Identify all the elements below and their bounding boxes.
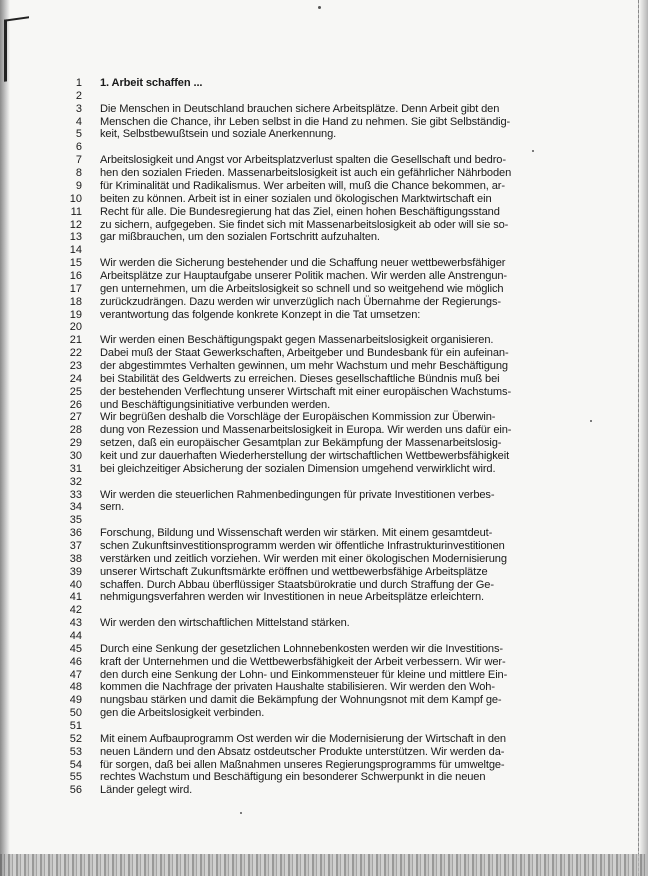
document-line xyxy=(0,386,648,399)
line-number: 34 xyxy=(69,501,82,514)
line-text: sern. xyxy=(100,501,125,514)
line-number: 26 xyxy=(69,398,82,411)
line-number: 56 xyxy=(69,784,82,797)
document-line xyxy=(0,553,648,566)
line-number: 8 xyxy=(75,167,82,179)
document-line xyxy=(0,746,648,759)
document-line xyxy=(0,296,648,309)
line-number: 1 xyxy=(75,77,82,89)
document-line xyxy=(0,309,648,322)
line-number: 7 xyxy=(75,154,82,167)
document-line xyxy=(0,360,648,373)
line-text: hen den sozialen Frieden. Massenarbeitslosigkeit ist auch ein gefährlicher Nährboden xyxy=(100,167,512,179)
line-number: 55 xyxy=(69,771,82,784)
line-text: gen die Arbeitslosigkeit verbinden. xyxy=(100,707,265,720)
line-number: 10 xyxy=(69,192,82,205)
line-number: 45 xyxy=(69,642,82,655)
line-text: setzen, daß ein europäischer Gesamtplan zur Bekämpfung der Massenarbeitslosig- xyxy=(100,437,502,450)
line-number: 32 xyxy=(69,475,82,488)
line-text: bei Stabilität des Geldwerts zu erreichen. Dieses gesellschaftliche Bündnis muß bei xyxy=(100,372,500,385)
line-text: und Beschäftigungsinitiative verbunden werden. xyxy=(100,398,331,411)
line-number: 27 xyxy=(69,411,82,424)
line-text: Menschen die Chance, ihr Leben selbst in die Hand zu nehmen. Sie gibt Selbständig- xyxy=(100,115,511,128)
document-line xyxy=(0,771,648,784)
line-number: 2 xyxy=(75,89,82,102)
line-text: dung von Rezession und Massenarbeitslosigkeit in Europa. Wir werden uns dafür ein- xyxy=(100,424,512,437)
line-text: Die Menschen in Deutschland brauchen sichere Arbeitsplätze. Denn Arbeit gibt den xyxy=(100,102,500,115)
line-text: zu sichern, aufgegeben. Sie findet sich mit Massenarbeitslosigkeit ab oder will sie so- xyxy=(100,218,509,231)
line-number: 25 xyxy=(69,385,82,398)
document-line xyxy=(0,373,648,386)
document-line xyxy=(0,321,648,334)
document-line xyxy=(0,244,648,257)
line-text: neuen Ländern und den Absatz ostdeutscher Produkte unterstützen. Wir werden da- xyxy=(100,745,505,758)
line-number: 48 xyxy=(69,681,82,694)
document-line xyxy=(0,399,648,412)
line-number: 24 xyxy=(69,372,82,385)
document-line xyxy=(0,450,648,463)
line-number: 53 xyxy=(69,745,82,758)
scan-bottom-band xyxy=(0,854,648,876)
line-text: der abgestimmtes Verhalten gewinnen, um mehr Wachstum und mehr Beschäftigung xyxy=(100,359,508,372)
line-text: Wir begrüßen deshalb die Vorschläge der Europäischen Kommission zur Überwin- xyxy=(100,411,496,424)
line-number: 46 xyxy=(69,655,82,668)
document-line xyxy=(0,424,648,437)
line-text: schen Zukunftsinvestitionsprogramm werden wir öffentliche Infrastrukturinvestitionen xyxy=(100,540,505,552)
document-line xyxy=(0,347,648,360)
document-line xyxy=(0,501,648,514)
line-number: 4 xyxy=(75,115,82,128)
line-number: 6 xyxy=(75,141,82,154)
line-number: 23 xyxy=(69,359,82,372)
section-heading: 1. Arbeit schaffen ... xyxy=(100,77,203,89)
document-line xyxy=(0,411,648,424)
line-number: 9 xyxy=(75,179,82,192)
line-text: Arbeitsplätze zur Hauptaufgabe unserer Politik machen. Wir werden alle Anstrengun- xyxy=(100,269,508,282)
scan-speck xyxy=(240,812,242,814)
line-text: Länder gelegt wird. xyxy=(100,784,193,797)
line-number: 38 xyxy=(69,552,82,565)
line-number: 47 xyxy=(69,668,82,681)
line-text: keit und zur dauerhaften Wiederherstellung der wirtschaftlichen Wettbewerbsfähigkeit xyxy=(100,449,510,462)
document-line xyxy=(0,231,648,244)
line-number: 11 xyxy=(70,205,82,218)
line-text: Wir werden die steuerlichen Rahmenbedingungen für private Investitionen verbes- xyxy=(100,488,495,501)
line-number: 36 xyxy=(69,527,82,540)
line-number: 33 xyxy=(69,488,82,501)
document-line xyxy=(0,643,648,656)
line-number: 18 xyxy=(69,295,82,308)
document-line xyxy=(0,180,648,193)
line-number: 3 xyxy=(75,102,82,115)
line-number: 43 xyxy=(69,617,82,630)
document-line xyxy=(0,759,648,772)
line-number: 17 xyxy=(69,282,82,295)
document-line xyxy=(0,784,648,797)
line-number: 42 xyxy=(69,604,82,617)
line-text: Durch eine Senkung der gesetzlichen Lohnnebenkosten werden wir die Investitions- xyxy=(100,642,503,655)
line-number: 54 xyxy=(69,758,82,771)
document-line xyxy=(0,591,648,604)
line-text: rechtes Wachstum und Beschäftigung ein besonderer Schwerpunkt in die neuen xyxy=(100,771,486,784)
line-number: 16 xyxy=(69,269,82,282)
document-line xyxy=(0,270,648,283)
line-number: 28 xyxy=(69,424,82,437)
line-number: 14 xyxy=(69,244,82,257)
document-line xyxy=(0,437,648,450)
line-number: 12 xyxy=(69,218,82,231)
line-number: 40 xyxy=(69,578,82,591)
line-number: 30 xyxy=(69,449,82,462)
line-text: zurückzudrängen. Dazu werden wir unverzüglich nach Übernahme der Regierungs- xyxy=(100,295,501,308)
line-number: 44 xyxy=(69,630,82,642)
document-line xyxy=(0,77,648,90)
document-line xyxy=(0,527,648,540)
line-number: 51 xyxy=(69,720,82,732)
line-number: 39 xyxy=(69,565,82,578)
document-line xyxy=(0,720,648,733)
line-text: Arbeitslosigkeit und Angst vor Arbeitsplatzverlust spalten die Gesellschaft und bedro- xyxy=(100,154,506,167)
line-number: 31 xyxy=(69,462,82,475)
line-text: schaffen. Durch Abbau überflüssiger Staatsbürokratie und durch Straffung der Ge- xyxy=(100,578,494,591)
line-text: gar mißbrauchen, um den sozialen Fortschritt aufzuhalten. xyxy=(100,231,380,244)
document-line xyxy=(0,141,648,154)
document-line xyxy=(0,476,648,489)
document-line xyxy=(0,167,648,180)
line-number: 20 xyxy=(69,321,82,334)
document-line xyxy=(0,566,648,579)
document-line xyxy=(0,283,648,296)
scan-speck xyxy=(318,6,321,9)
line-text: Wir werden die Sicherung bestehender und die Schaffung neuer wettbewerbsfähiger xyxy=(100,257,506,269)
line-text: Recht für alle. Die Bundesregierung hat das Ziel, einen hohen Beschäftigungsstand xyxy=(100,205,500,218)
document-line xyxy=(0,681,648,694)
line-text: verstärken und zeitlich vorziehen. Wir werden mit einer ökologischen Modernisierung xyxy=(100,552,507,565)
line-text: gen unternehmen, um die Arbeitslosigkeit so schnell und so weitgehend wie möglich xyxy=(100,282,504,295)
document-line xyxy=(0,116,648,129)
line-text: für sorgen, daß bei allen Maßnahmen unseres Regierungsprogramms für umweltge- xyxy=(100,758,505,771)
document-line xyxy=(0,154,648,167)
line-text: Dabei muß der Staat Gewerkschaften, Arbeitgeber und Bundesbank für ein aufeinan- xyxy=(100,347,509,360)
line-text: der bestehenden Verflechtung unserer Wirtschaft mit einer europäischen Wachstums- xyxy=(100,385,512,398)
document-line xyxy=(0,128,648,141)
document-line xyxy=(0,604,648,617)
line-text: beiten zu können. Arbeit ist in einer sozialen und ökologischen Marktwirtschaft ein xyxy=(100,192,492,205)
document-line xyxy=(0,103,648,116)
line-text: keit, Selbstbewußtsein und soziale Anerkennung. xyxy=(100,128,337,141)
document-line xyxy=(0,514,648,527)
line-text: nungsbau stärken und damit die Bekämpfung der Wohnungsnot mit dem Kampf ge- xyxy=(100,694,502,707)
line-number: 37 xyxy=(69,540,82,552)
line-text: Wir werden einen Beschäftigungspakt gegen Massenarbeitslosigkeit organisieren. xyxy=(100,334,494,347)
line-text: verantwortung das folgende konkrete Konzept in die Tat umsetzen: xyxy=(100,308,421,321)
line-text: Forschung, Bildung und Wissenschaft werden wir stärken. Mit einem gesamtdeut- xyxy=(100,527,493,540)
document-line xyxy=(0,193,648,206)
document-line xyxy=(0,617,648,630)
line-number: 22 xyxy=(69,347,82,360)
document-line xyxy=(0,219,648,232)
document-line xyxy=(0,707,648,720)
document-line xyxy=(0,334,648,347)
scan-binding-mark xyxy=(4,16,29,82)
line-text: den durch eine Senkung der Lohn- und Einkommensteuer für kleine und mittlere Ein- xyxy=(100,668,508,681)
document-line xyxy=(0,489,648,502)
line-number: 21 xyxy=(69,334,82,347)
document-line xyxy=(0,463,648,476)
line-text: kraft der Unternehmen und die Wettbewerbsfähigkeit der Arbeit verbessern. Wir wer- xyxy=(100,655,506,668)
line-text: bei gleichzeitiger Absicherung der sozialen Dimension umgehend verwirklicht wird. xyxy=(100,462,496,475)
line-number: 41 xyxy=(69,591,82,604)
line-text: Mit einem Aufbauprogramm Ost werden wir die Modernisierung der Wirtschaft in den xyxy=(100,732,506,745)
line-number: 13 xyxy=(69,231,82,244)
line-text: nehmigungsverfahren werden wir Investitionen in neue Arbeitsplätze erleichtern. xyxy=(100,591,484,604)
line-text: Wir werden den wirtschaftlichen Mittelstand stärken. xyxy=(100,617,350,630)
line-number: 15 xyxy=(69,257,82,269)
line-text: unserer Wirtschaft Zukunftsmärkte eröffnen und wettbewerbsfähige Arbeitsplätze xyxy=(100,565,488,578)
document-line xyxy=(0,206,648,219)
document-line xyxy=(0,90,648,103)
line-number: 5 xyxy=(75,128,82,141)
line-number: 35 xyxy=(69,514,82,527)
document-line xyxy=(0,579,648,592)
document-line xyxy=(0,630,648,643)
line-text: für Kriminalität und Radikalismus. Wer arbeiten will, muß die Chance bekommen, ar- xyxy=(100,179,505,192)
line-number: 52 xyxy=(69,732,82,745)
line-number: 50 xyxy=(69,707,82,720)
line-number: 49 xyxy=(69,694,82,707)
document-line xyxy=(0,656,648,669)
line-number: 19 xyxy=(69,308,82,321)
document-line xyxy=(0,257,648,270)
document-line xyxy=(0,733,648,746)
line-number: 29 xyxy=(69,437,82,450)
document-line xyxy=(0,540,648,553)
document-line xyxy=(0,669,648,682)
line-text: kommen die Nachfrage der privaten Haushalte stabilisieren. Wir werden den Woh- xyxy=(100,681,495,694)
document-line xyxy=(0,694,648,707)
